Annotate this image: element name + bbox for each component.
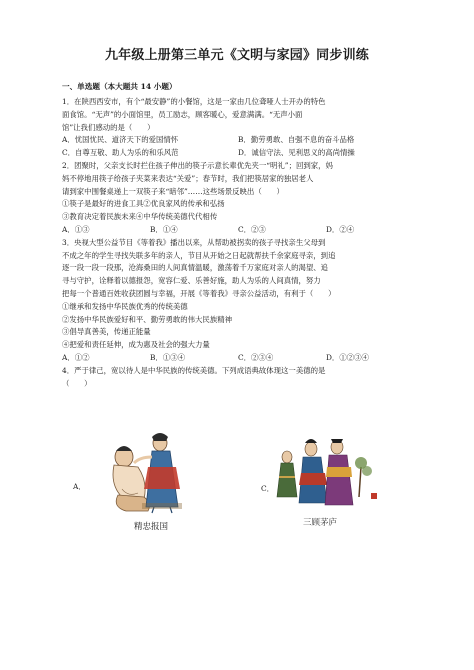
option-b[interactable]: B．①③④ <box>150 352 185 362</box>
option-a-label[interactable]: A． <box>73 482 86 491</box>
options-row <box>62 224 414 237</box>
illustration-sangu-maolu[interactable] <box>267 427 382 513</box>
question-stem-line: 把每一个普通百姓收获团圆与幸福，开展《等着我》寻亲公益活动，有利于（ ） <box>62 288 336 298</box>
statement-line: ③教育决定着民族未来④中华传统美德代代相传 <box>62 212 218 222</box>
question-stem-line: 逐一段一段一段那，沧海桑田的人间真情温暖，激荡着千万家庭对亲人的渴望、追 <box>62 263 329 273</box>
question-stem-line: （ ） <box>62 378 92 388</box>
statement-line: ①继承和发扬中华民族优秀的传统美德 <box>62 301 188 311</box>
question-stem-line: 面食馆。“无声”的小面馆里，员工励志，顾客暖心，爱意满满。“无声小面 <box>62 109 303 119</box>
question-1 <box>62 96 414 160</box>
question-stem-line: 3．央视大型公益节目《等着我》播出以来，从帮助被拐卖的孩子寻找亲生父母到 <box>62 237 326 247</box>
option-d[interactable]: D．②④ <box>326 224 355 234</box>
option-b[interactable]: B．勤劳勇敢、自强不息的奋斗品格 <box>238 135 355 145</box>
question-stem-line: 妈不停地用筷子给孩子夹菜来表达“关爱”；春节时，我们把筷居家的独居老人 <box>62 173 314 183</box>
options-row <box>62 147 414 160</box>
option-c[interactable]: C．②③ <box>238 224 266 234</box>
option-a[interactable]: A．①③ <box>62 224 90 234</box>
option-c[interactable]: C．②③④ <box>238 352 274 362</box>
illustration-jingzhong-baoguo[interactable] <box>82 427 202 515</box>
question-stem-line: 2．团聚时，父亲支长时拦住孩子伸出的筷子示意长辈优先夹一“明礼”；回到家，妈 <box>62 160 333 170</box>
question-stem-line: 不成之年的学生寻找失联多年的亲人，节目从开始之日起就帮扶千余家庭寻亲，到追 <box>62 250 336 260</box>
question-stem-line: 4．严于律己，宽以待人是中华民族的传统美德。下列成语典故体现这一美德的是 <box>62 365 326 375</box>
option-c[interactable]: C．自尊互敬、助人为乐的和乐风范 <box>62 148 179 158</box>
statement-line: ②发扬中华民族爱好和平、勤劳勇敢的伟大民族精神 <box>62 314 232 324</box>
option-a[interactable]: A．忧国忧民、道济天下的爱国情怀 <box>62 135 179 145</box>
option-d[interactable]: D．诚信守法、见利思义的高尚情操 <box>238 148 355 158</box>
caption-sangu-maolu: 三顾茅庐 <box>303 518 338 528</box>
question-2 <box>62 160 414 237</box>
option-images <box>62 425 414 530</box>
options-row <box>62 134 414 147</box>
caption-jingzhong-baoguo: 精忠报国 <box>134 522 169 532</box>
question-stem-line: 寻与守护，诠释着以德报怨，宽容仁爱、乐善好施，助人为乐的人间真情，努力 <box>62 276 321 286</box>
question-stem-line: 馆”让我们感动的是（ ） <box>62 122 155 132</box>
option-c-label[interactable]: C． <box>261 484 275 493</box>
statement-line: ④把爱和责任延伸，成为惠及社会的强大力量 <box>62 340 210 350</box>
question-3 <box>62 237 414 365</box>
question-4 <box>62 365 414 391</box>
option-d[interactable]: D．①②③④ <box>326 352 369 362</box>
question-stem-line: 1．在陕西西安市，有个“最安静”的小餐馆，这是一家由几位聋哑人士开办的特色 <box>62 97 326 106</box>
option-b[interactable]: B．①④ <box>150 224 178 234</box>
option-a[interactable]: A．①② <box>62 352 90 362</box>
options-row <box>62 352 414 365</box>
page-title: 九年级上册第三单元《文明与家园》同步训练 <box>104 48 369 63</box>
questions <box>62 96 414 390</box>
statement-line: ③倡导真善美，传递正能量 <box>62 327 151 337</box>
section-heading: 一、单选题（本大题共 14 小题） <box>62 82 177 91</box>
question-stem-line: 请到家中围餐桌递上一双筷子来“暗邻”……这些场景反映出（ ） <box>62 186 284 196</box>
statement-line: ①筷子是最好的进食工具②优良家风的传承和弘扬 <box>62 199 225 209</box>
